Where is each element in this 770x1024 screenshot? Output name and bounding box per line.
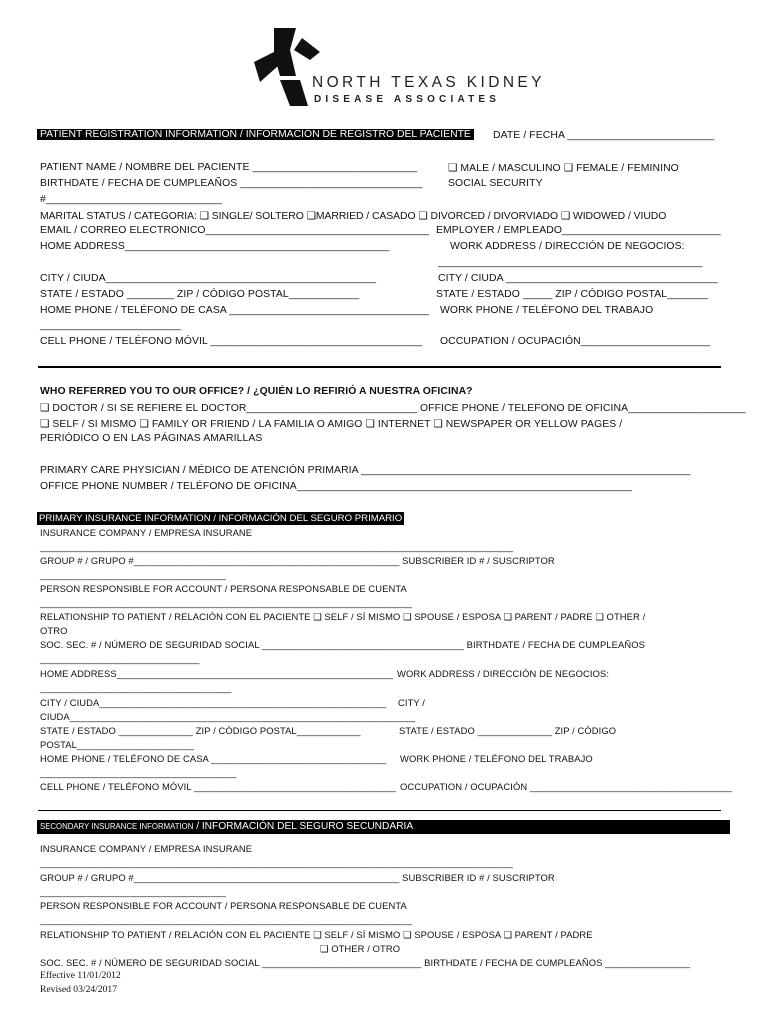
primary-state-zip-right[interactable]: STATE / ESTADO ______________ ZIP / CÓDIGO [399, 725, 617, 736]
section-registration-header: PATIENT REGISTRATION INFORMATION / INFORMACIÓN DE REGISTRO DEL PACIENTE [37, 129, 474, 140]
primary-home-phone-field[interactable]: HOME PHONE / TELÉFONO DE CASA _________________________________ [40, 753, 387, 764]
secondary-soc-sec-field[interactable]: SOC. SEC. # / NÚMERO DE SEGURIDAD SOCIAL ______________________________ BIRTHDATE / FECHA DE CUMPLEAÑOS ________________ [40, 957, 691, 968]
logo-title: NORTH TEXAS KIDNEY [312, 74, 545, 91]
ss-number-field[interactable]: #______________________________ [40, 194, 223, 205]
section-divider-2 [38, 810, 721, 811]
primary-cell-phone-field[interactable]: CELL PHONE / TELÉFONO MÓVIL ______________________________________ [40, 781, 396, 792]
secondary-relationship-checkboxes[interactable]: RELATIONSHIP TO PATIENT / RELACIÓN CON EL PACIENTE ❑ SELF / SÍ MISMO ❑ SPOUSE / ESPOSA ❑ PARENT / PADRE [40, 929, 593, 940]
city-field-right[interactable]: CITY / CIUDA ____________________________________ [438, 273, 718, 284]
state-zip-field-right[interactable]: STATE / ESTADO _____ ZIP / CÓDIGO POSTAL_______ [436, 289, 709, 300]
work-phone-label: WORK PHONE / TELÉFONO DEL TRABAJO [440, 305, 654, 316]
referral-doctor-option[interactable]: ❑ DOCTOR / SI SE REFIERE EL DOCTOR_____________________________ OFFICE PHONE / TELEFONO DE OFICINA____________________ [40, 403, 746, 414]
primary-home-address-field[interactable]: HOME ADDRESS____________________________________________________ [40, 668, 394, 679]
primary-group-field[interactable]: GROUP # / GRUPO #__________________________________________________ SUBSCRIBER ID # / SUSCRIPTOR [40, 555, 555, 566]
primary-soc-sec-field[interactable]: SOC. SEC. # / NÚMERO DE SEGURIDAD SOCIAL ______________________________________ BIRTHDATE / FECHA DE CUMPLEAÑOS [40, 639, 645, 650]
email-field[interactable]: EMAIL / CORREO ELECTRONICO______________________________________ [40, 225, 429, 236]
work-address-label: WORK ADDRESS / DIRECCIÓN DE NEGOCIOS: [450, 241, 685, 252]
primary-state-zip-left[interactable]: STATE / ESTADO ______________ ZIP / CÓDIGO POSTAL____________ [40, 725, 361, 736]
secondary-other-checkbox[interactable]: ❑ OTHER / OTRO [320, 943, 401, 954]
section-divider [38, 366, 721, 368]
patient-name-field[interactable]: PATIENT NAME / NOMBRE DEL PACIENTE ____________________________ [40, 162, 418, 173]
primary-postal-continuation[interactable]: POSTAL______________________ [40, 739, 194, 750]
primary-work-phone-label: WORK PHONE / TELÉFONO DEL TRABAJO [400, 753, 593, 764]
primary-relationship-checkboxes[interactable]: RELATIONSHIP TO PATIENT / RELACIÓN CON EL PACIENTE ❑ SELF / SÍ MISMO ❑ SPOUSE / ESPOSA ❑ PARENT / PADRE ❑ OTHER / [40, 611, 646, 622]
primary-home-address-line[interactable]: ____________________________________ [40, 682, 232, 693]
secondary-responsible-label: PERSON RESPONSIBLE FOR ACCOUNT / PERSONA RESPONSABLE DE CUENTA [40, 900, 407, 911]
referral-options-continuation: PERIÓDICO O EN LAS PÁGINAS AMARILLAS [40, 433, 263, 444]
office-phone-field[interactable]: OFFICE PHONE NUMBER / TELÉFONO DE OFICINA_________________________________________________________ [40, 481, 632, 492]
work-address-line[interactable]: _____________________________________________ [438, 257, 703, 268]
primary-city-field-left[interactable]: CITY / CIUDA______________________________________________________ [40, 697, 387, 708]
home-phone-continuation[interactable]: ________________________ [40, 320, 182, 331]
birthdate-field[interactable]: BIRTHDATE / FECHA DE CUMPLEAÑOS _______________________________ [40, 178, 423, 189]
secondary-insurance-company-label: INSURANCE COMPANY / EMPRESA INSURANE [40, 843, 253, 854]
primary-occupation-field[interactable]: OCCUPATION / OCUPACIÓN ______________________________________ [400, 781, 732, 792]
referral-options[interactable]: ❑ SELF / SI MISMO ❑ FAMILY OR FRIEND / LA FAMILIA O AMIGO ❑ INTERNET ❑ NEWSPAPER OR YELLOW PAGES / [40, 419, 623, 430]
primary-responsible-label: PERSON RESPONSIBLE FOR ACCOUNT / PERSONA RESPONSABLE DE CUENTA [40, 583, 407, 594]
social-security-label: SOCIAL SECURITY [448, 178, 543, 189]
secondary-insurance-company-line[interactable]: _________________________________________________________________________________________ [40, 857, 513, 868]
primary-subscriber-line[interactable]: ___________________________________ [40, 569, 226, 580]
occupation-field[interactable]: OCCUPATION / OCUPACIÓN______________________ [440, 336, 711, 347]
date-field[interactable]: DATE / FECHA _________________________ [493, 130, 715, 141]
primary-care-physician-field[interactable]: PRIMARY CARE PHYSICIAN / MÉDICO DE ATENCIÓN PRIMARIA ________________________________________________________ [40, 465, 691, 476]
referral-question: WHO REFERRED YOU TO OUR OFFICE? / ¿QUIÉN LO REFIRIÓ A NUESTRA OFICINA? [40, 386, 473, 397]
secondary-subscriber-line[interactable]: ___________________________________ [40, 886, 226, 897]
primary-home-phone-line[interactable]: _____________________________________ [40, 767, 237, 778]
primary-relationship-continuation: OTRO [40, 625, 68, 636]
primary-city-label-right: CITY / [398, 697, 425, 708]
secondary-responsible-line[interactable]: ______________________________________________________________________ [40, 914, 412, 925]
primary-insurance-company-line[interactable]: _________________________________________________________________________________________ [40, 541, 513, 552]
section-secondary-insurance-header [37, 820, 730, 834]
primary-city-continuation[interactable]: CIUDA_________________________________________________________________ [40, 711, 416, 722]
state-zip-field-left[interactable]: STATE / ESTADO ________ ZIP / CÓDIGO POSTAL____________ [40, 289, 360, 300]
marital-status-checkboxes[interactable]: MARITAL STATUS / CATEGORIA: ❑ SINGLE/ SOLTERO ❑MARRIED / CASADO ❑ DIVORCED / DIVORVIADO ❑ WIDOWED / VIUDO [40, 211, 667, 222]
logo-mark-icon [250, 24, 322, 108]
logo-subtitle: DISEASE ASSOCIATES [314, 94, 501, 105]
section-primary-insurance-header: PRIMARY INSURANCE INFORMATION / INFORMACIÓN DEL SEGURO PRIMARIO [39, 513, 403, 524]
cell-phone-field[interactable]: CELL PHONE / TELÉFONO MÓVIL ____________________________________ [40, 336, 423, 347]
footer-revised-date: Revised 03/24/2017 [40, 984, 118, 995]
secondary-group-field[interactable]: GROUP # / GRUPO #__________________________________________________ SUBSCRIBER ID # / SUSCRIPTOR [40, 872, 555, 883]
primary-birthdate-line[interactable]: ______________________________ [40, 653, 200, 664]
sex-checkboxes[interactable]: ❑ MALE / MASCULINO ❑ FEMALE / FEMININO [448, 163, 679, 174]
secondary-header-smallcaps: SECONDARY INSURANCE INFORMATION [40, 822, 194, 831]
primary-insurance-company-label: INSURANCE COMPANY / EMPRESA INSURANE [40, 527, 253, 538]
primary-responsible-line[interactable]: ______________________________________________________________________ [40, 597, 412, 608]
home-address-field[interactable]: HOME ADDRESS_____________________________________________ [40, 241, 390, 252]
home-phone-field[interactable]: HOME PHONE / TELÉFONO DE CASA __________________________________ [40, 305, 430, 316]
secondary-header-title: / INFORMACIÓN DEL SEGURO SECUNDARIA [193, 821, 414, 832]
employer-field[interactable]: EMPLOYER / EMPLEADO___________________________ [436, 225, 721, 236]
logo [250, 24, 545, 108]
primary-work-address-label: WORK ADDRESS / DIRECCIÓN DE NEGOCIOS: [397, 668, 610, 679]
city-field-left[interactable]: CITY / CIUDA______________________________________________ [40, 273, 377, 284]
footer-effective-date: Effective 11/01/2012 [40, 970, 121, 981]
